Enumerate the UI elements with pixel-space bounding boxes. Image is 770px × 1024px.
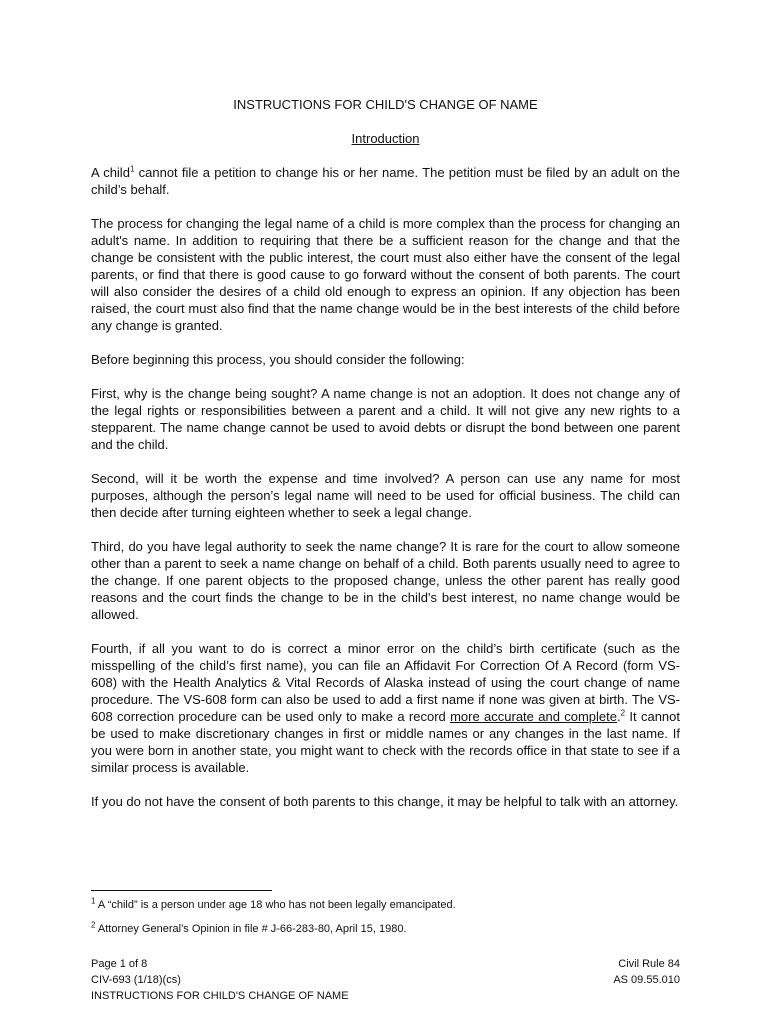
paragraph-text: A child <box>91 165 130 180</box>
document-body <box>91 96 680 810</box>
footnote-2 <box>91 922 680 936</box>
paragraph-text: It cannot be used to make discretionary changes in first or middle names or any changes in the last name. If you were born in another state, you might want to check with the records office in that state to see if a similar process is available. <box>91 709 680 775</box>
document-title: INSTRUCTIONS FOR CHILD'S CHANGE OF NAME <box>233 97 538 112</box>
paragraph-text: Fourth, if all you want to do is correct a minor error on the child’s birth certificate (such as the misspelling of the child’s first name), you can file an Affidavit For Correction Of A Record (form VS-608) with the Health Analytics & Vital Records of Alaska instead of using the court change of name procedure. The VS-608 form can also be used to add a first name if none was given at birth. The VS-608 correction procedure can be used only to make a record <box>91 641 680 724</box>
footnotes <box>91 898 680 946</box>
paragraph-second-expense: Second, will it be worth the expense and time involved? A person can use any name for most purposes, although the person’s legal name will need to be used for official business. The child can then decide after turning eighteen whether to seek a legal change. <box>91 471 680 520</box>
page-number: Page 1 of 8 <box>91 958 148 970</box>
civil-rule: Civil Rule 84 <box>618 958 680 970</box>
paragraph-text: cannot file a petition to change his or her name. The petition must be filed by an adult on the child’s behalf. <box>91 165 680 197</box>
statute-reference: AS 09.55.010 <box>613 974 680 986</box>
footnote-ref-2: 2 <box>620 708 626 718</box>
footer-form-title: INSTRUCTIONS FOR CHILD'S CHANGE OF NAME <box>91 990 349 1002</box>
page-footer-left <box>91 956 349 1004</box>
footnote-1 <box>91 898 680 912</box>
paragraph-process-complexity: The process for changing the legal name of a child is more complex than the process for changing an adult's name. In addition to requiring that there be a sufficient reason for the change and that the change be consistent with the public interest, the court must also either have the consent of the legal parents, or find that there is good cause to go forward without the consent of both parents. The court will also consider the desires of a child old enough to express an opinion. If any objection has been raised, the court must also find that the name change would be in the best interests of the child before any change is granted. <box>91 216 680 333</box>
underlined-phrase: more accurate and complete <box>450 709 617 724</box>
form-number: CIV-693 (1/18)(cs) <box>91 974 181 986</box>
footnote-text: A “child” is a person under age 18 who has not been legally emancipated. <box>95 899 456 911</box>
paragraph-consent-attorney: If you do not have the consent of both parents to this change, it may be helpful to talk with an attorney. <box>91 794 679 809</box>
paragraph-fourth-correction <box>91 640 680 776</box>
paragraph-before-beginning: Before beginning this process, you should consider the following: <box>91 352 465 367</box>
footnote-divider <box>91 890 272 891</box>
footnote-ref-1: 1 <box>129 164 135 174</box>
paragraph-child-cannot-file <box>91 164 680 198</box>
paragraph-first-why: First, why is the change being sought? A name change is not an adoption. It does not change any of the legal rights or responsibilities between a parent and a child. It will not give any new rights to a stepparent. The name change cannot be used to avoid debts or disrupt the bond between one parent and the child. <box>91 386 680 452</box>
paragraph-text: . <box>617 709 621 724</box>
paragraph-third-authority: Third, do you have legal authority to seek the name change? It is rare for the court to allow someone other than a parent to seek a name change on behalf of a child. Both parents usually need to agree to the change. If one parent objects to the proposed change, unless the other parent has really good reasons and the court finds the change to be in the child's best interest, no name change would be allowed. <box>91 539 680 622</box>
footnote-marker: 1 <box>91 896 96 906</box>
page-footer-right <box>613 956 680 988</box>
section-heading-introduction: Introduction <box>351 131 420 146</box>
footnote-marker: 2 <box>91 920 96 930</box>
footnote-text: Attorney General’s Opinion in file # J-66-283-80, April 15, 1980. <box>95 923 407 935</box>
